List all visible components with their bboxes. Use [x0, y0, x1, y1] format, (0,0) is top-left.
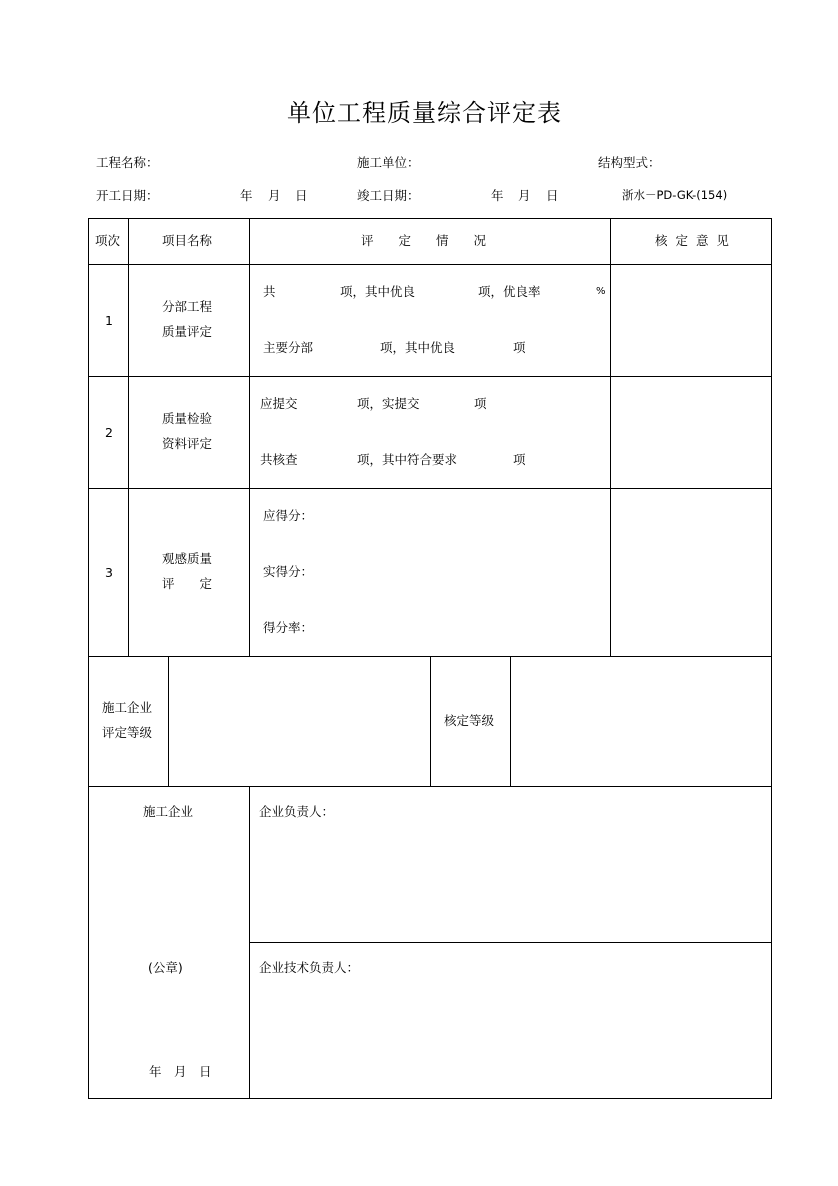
tech-manager-label: 企业技术负责人： — [259, 960, 360, 975]
end-month: 月 — [518, 188, 531, 203]
verify-grade-label: 核定等级 — [444, 713, 495, 728]
row-name: 评 定 — [162, 576, 213, 591]
end-year: 年 — [491, 188, 504, 203]
project-name-label: 工程名称： — [96, 155, 159, 170]
end-date-label: 竣工日期： — [357, 188, 420, 203]
row-text: 项 — [513, 340, 526, 355]
col-divider — [128, 218, 129, 656]
row-divider — [88, 786, 772, 787]
row-text: 应得分： — [263, 508, 314, 523]
table-border — [88, 218, 89, 1099]
row-name: 分部工程 — [162, 299, 213, 314]
row-no: 1 — [105, 313, 113, 328]
header-opinion: 核 定 意 见 — [655, 233, 731, 248]
row-text: 共核查 — [260, 452, 298, 467]
row-divider — [249, 942, 772, 943]
end-day: 日 — [546, 188, 559, 203]
table-border — [88, 1098, 772, 1099]
header-item: 项目名称 — [162, 233, 213, 248]
col-divider — [249, 786, 250, 1098]
row-no: 2 — [105, 425, 113, 440]
row-text: 项 — [474, 396, 487, 411]
manager-label: 企业负责人： — [259, 804, 335, 819]
row-divider — [88, 488, 772, 489]
row-text: 项，优良率 — [478, 284, 541, 299]
row-name: 质量检验 — [162, 411, 213, 426]
row-text: 主要分部 — [263, 340, 314, 355]
row-text: 共 — [263, 284, 276, 299]
company-label: 施工企业 — [143, 804, 194, 819]
col-divider — [249, 218, 250, 656]
start-day: 日 — [295, 188, 308, 203]
row-divider — [88, 376, 772, 377]
col-divider — [510, 656, 511, 786]
row-text: 项 — [513, 452, 526, 467]
col-divider — [610, 218, 611, 656]
header-no: 项次 — [95, 233, 121, 248]
table-border — [771, 218, 772, 1099]
row-text: 项，其中优良 — [380, 340, 456, 355]
contractor-label: 施工单位： — [357, 155, 420, 170]
row-name: 资料评定 — [162, 436, 213, 451]
header-status: 评 定 情 况 — [361, 233, 487, 248]
grade-label: 评定等级 — [102, 725, 153, 740]
sign-date: 年 月 日 — [149, 1064, 212, 1079]
row-no: 3 — [105, 565, 113, 580]
row-text: 应提交 — [260, 396, 298, 411]
start-year: 年 — [240, 188, 253, 203]
row-text: 实得分： — [263, 564, 314, 579]
seal-label: (公章) — [148, 960, 183, 975]
row-text: 项，实提交 — [357, 396, 420, 411]
structure-label: 结构型式： — [598, 155, 661, 170]
grade-label: 施工企业 — [102, 700, 153, 715]
row-name: 质量评定 — [162, 324, 213, 339]
row-name: 观感质量 — [162, 551, 213, 566]
col-divider — [430, 656, 431, 786]
row-text: % — [596, 286, 606, 297]
row-text: 项，其中符合要求 — [357, 452, 458, 467]
row-text: 得分率： — [263, 620, 314, 635]
table-border — [88, 218, 772, 219]
col-divider — [168, 656, 169, 786]
row-text: 项，其中优良 — [340, 284, 416, 299]
page-title: 单位工程质量综合评定表 — [287, 99, 562, 127]
start-month: 月 — [268, 188, 281, 203]
form-code: 浙水－PD-GK-(154) — [622, 188, 728, 202]
start-date-label: 开工日期： — [96, 188, 159, 203]
row-divider — [88, 264, 772, 265]
